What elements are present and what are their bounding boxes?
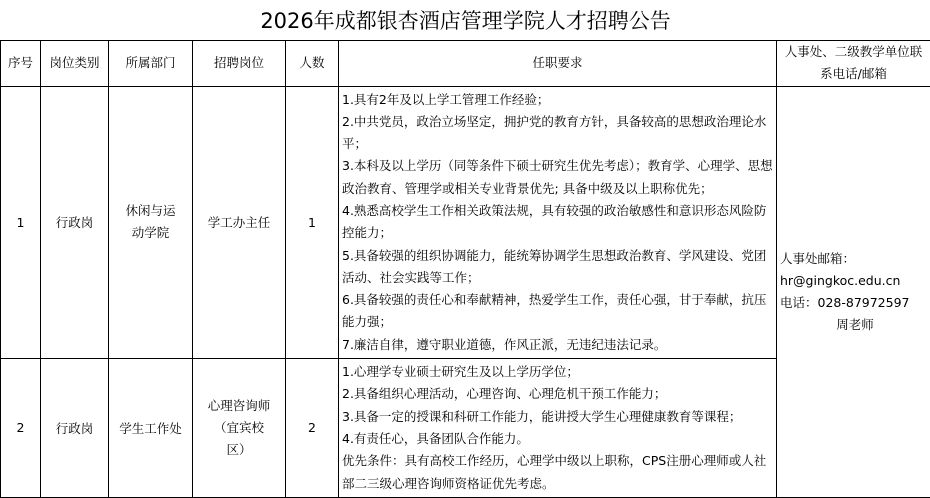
- header-category: 岗位类别: [41, 40, 109, 86]
- contact-email[interactable]: hr@gingkoc.edu.cn: [780, 270, 930, 292]
- header-count: 人数: [286, 40, 339, 86]
- requirement-item: 5.具备较强的组织协调能力，能统筹协调学生思想政治教育、学风建设、党团活动、社会实践等工作；: [342, 245, 773, 290]
- requirement-item: 2.中共党员，政治立场坚定，拥护党的教育方针，具备较高的思想政治理论水平；: [342, 111, 773, 156]
- row-requirements: [339, 86, 777, 359]
- row-count: 1: [286, 86, 339, 359]
- row-no: 2: [1, 359, 41, 498]
- row-position: 学工办主任: [193, 86, 286, 359]
- header-position: 招聘岗位: [193, 40, 286, 86]
- contact-label: 人事处邮箱：: [780, 248, 930, 270]
- requirement-item: 2.具备组织心理活动，心理咨询、心理危机干预工作能力；: [342, 383, 773, 405]
- requirement-item: 1.心理学专业硕士研究生及以上学历学位；: [342, 361, 773, 383]
- row-position: 心理咨询师（宜宾校区）: [193, 359, 286, 498]
- requirement-item: 6.具备较强的责任心和奉献精神，热爱学生工作，责任心强，甘于奉献，抗压能力强；: [342, 289, 773, 334]
- header-row: [1, 40, 930, 86]
- header-contact: 人事处、二级教学单位联系电话/邮箱: [777, 40, 930, 86]
- requirement-item: 7.廉洁自律，遵守职业道德，作风正派，无违纪违法记录。: [342, 334, 773, 356]
- row-requirements: [339, 359, 777, 498]
- row-department: 休闲与运动学院: [109, 86, 193, 359]
- page-title: 2026年成都银杏酒店管理学院人才招聘公告: [1, 0, 930, 40]
- requirement-item: 3.具备一定的授课和科研工作能力，能讲授大学生心理健康教育等课程；: [342, 406, 773, 428]
- requirement-item: 4.熟悉高校学生工作相关政策法规，具有较强的政治敏感性和意识形态风险防控能力；: [342, 200, 773, 245]
- requirement-item: 3.本科及以上学历（同等条件下硕士研究生优先考虑）；教育学、心理学、思想政治教育、管理学或相关专业背景优先; 具备中级及以上职称优先；: [342, 155, 773, 200]
- requirement-item: 优先条件：具有高校工作经历，心理学中级以上职称，CPS注册心理师或人社部二三级心理咨询师资格证优先考虑。: [342, 450, 773, 495]
- requirement-item: 1.具有2年及以上学工管理工作经验；: [342, 89, 773, 111]
- contact-person: 周老师: [780, 314, 930, 336]
- row-department: 学生工作处: [109, 359, 193, 498]
- row-category: 行政岗: [41, 359, 109, 498]
- table-row: [1, 86, 930, 359]
- header-department: 所属部门: [109, 40, 193, 86]
- row-category: 行政岗: [41, 86, 109, 359]
- requirement-item: 4.有责任心，具备团队合作能力。: [342, 428, 773, 450]
- contact-phone: 电话：028-87972597: [780, 292, 930, 314]
- contact-info: [777, 86, 930, 497]
- row-no: 1: [1, 86, 41, 359]
- row-count: 2: [286, 359, 339, 498]
- header-no: 序号: [1, 40, 41, 86]
- header-requirements: 任职要求: [339, 40, 777, 86]
